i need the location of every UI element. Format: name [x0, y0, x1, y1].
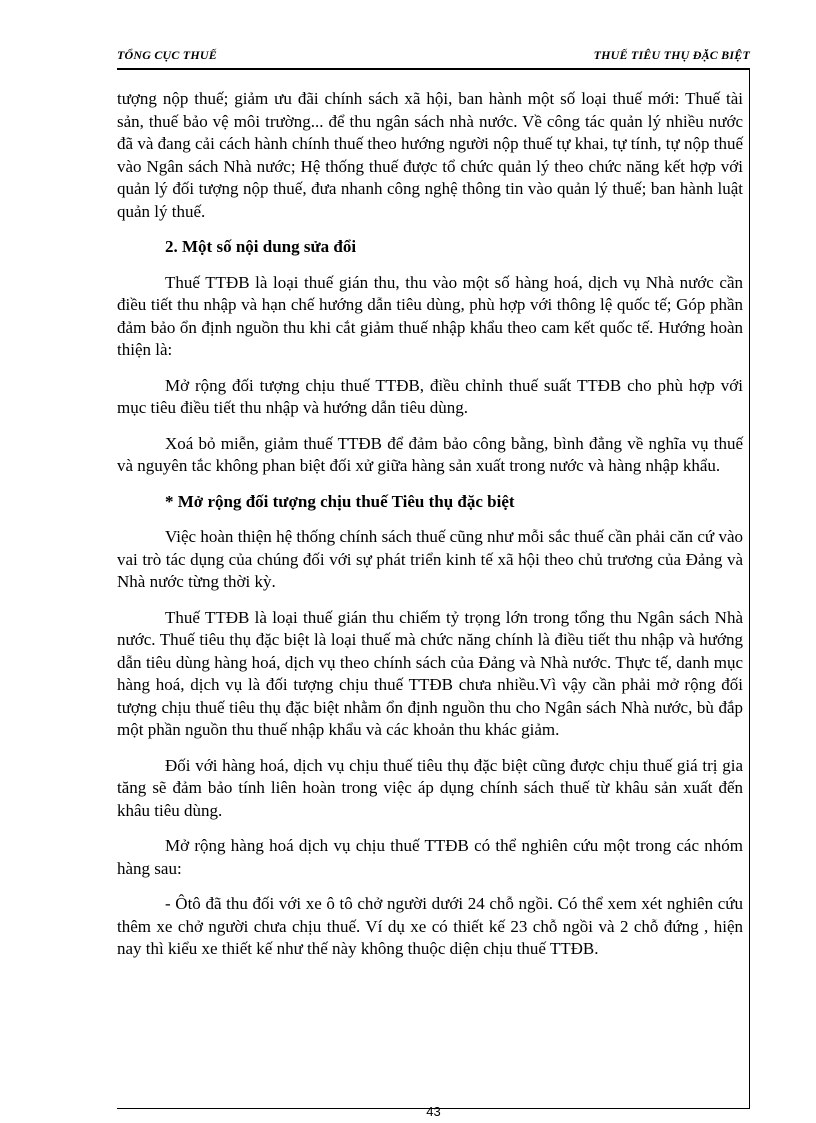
paragraph: Thuế TTĐB là loại thuế gián thu, thu vào một số hàng hoá, dịch vụ Nhà nước cần điều tiết thu nhập và hạn chế hướng dẫn tiêu dùng, phù hợp với thông lệ quốc tế; Góp phần đảm bảo ổn định nguồn thu khi cắt giảm thuế nhập khẩu theo cam kết quốc tế. Hướng hoàn thiện là: [117, 272, 743, 359]
paragraph: Việc hoàn thiện hệ thống chính sách thuế cũng như mỗi sắc thuế cần phải căn cứ vào vai trò tác dụng của chúng đối với sự phát triển kinh tế xã hội theo chủ trương của Đảng và Nhà nước từng thời kỳ. [117, 527, 743, 591]
list-item: - Ôtô đã thu đối với xe ô tô chở người dưới 24 chỗ ngồi. Có thể xem xét nghiên cứu thêm xe chở người chưa chịu thuế. Ví dụ xe có thiết kế 23 chỗ ngồi và 2 chỗ đứng , hiện nay thì kiểu xe thiết kế như thế này không thuộc diện chịu thuế TTĐB. [117, 894, 743, 958]
section-heading-2: 2. Một số nội dung sửa đổi [165, 237, 357, 256]
paragraph: Xoá bỏ miễn, giảm thuế TTĐB để đảm bảo công bằng, bình đẳng về nghĩa vụ thuế và nguyên tắc không phan biệt đối xử giữa hàng sản xuất trong nước và hàng nhập khẩu. [117, 433, 743, 475]
header-left-title: TỔNG CỤC THUẾ [117, 48, 217, 62]
document-body [117, 88, 743, 974]
paragraph: Mở rộng đối tượng chịu thuế TTĐB, điều chỉnh thuế suất TTĐB cho phù hợp với mục tiêu điều tiết thu nhập và hướng dẫn tiêu dùng. [117, 375, 743, 417]
page-header [117, 46, 750, 70]
paragraph: Thuế TTĐB là loại thuế gián thu chiếm tỷ trọng lớn trong tổng thu Ngân sách Nhà nước. Thuế tiêu thụ đặc biệt là loại thuế mà chức năng chính là điều tiết thu nhập và hướng dẫn tiêu dùng hàng hoá, dịch vụ theo chính sách của Đảng và Nhà nước. Thực tế, danh mục hàng hoá, dịch vụ là đối tượng chịu thuế TTĐB chưa nhiều.Vì vậy cần phải mở rộng đối tượng chịu thuế tiêu thụ đặc biệt nhằm ổn định nguồn thu cho Ngân sách Nhà nước, bù đắp một phần nguồn thu thuế nhập khẩu và các khoản thu khác giảm. [117, 607, 743, 739]
page-border-right [749, 70, 750, 1109]
page-number: 43 [426, 1104, 441, 1119]
paragraph: Mở rộng hàng hoá dịch vụ chịu thuế TTĐB có thể nghiên cứu một trong các nhóm hàng sau: [117, 836, 743, 878]
header-right-title: THUẾ TIÊU THỤ ĐẶC BIỆT [593, 48, 750, 62]
subsection-heading: * Mở rộng đối tượng chịu thuế Tiêu thụ đặc biệt [165, 491, 515, 511]
paragraph-continuation: tượng nộp thuế; giảm ưu đãi chính sách xã hội, ban hành một số loại thuế mới: Thuế tài sản, thuế bảo vệ môi trường... để thu ngân sách nhà nước. Về công tác quản lý nhiều nước đã và đang cải cách hành chính thuế theo hướng người nộp thuế tự khai, tự tính, tự nộp thuế vào Ngân sách Nhà nước; Hệ thống thuế được tổ chức quản lý theo chức năng kết hợp với quản lý đối tượng nộp thuế, đưa nhanh công nghệ thông tin vào quản lý thuế; ban hành luật quản lý thuế. [117, 89, 743, 221]
paragraph: Đối với hàng hoá, dịch vụ chịu thuế tiêu thụ đặc biệt cũng được chịu thuế giá trị gia tăng sẽ đảm bảo tính liên hoàn trong việc áp dụng chính sách thuế từ khâu sản xuất đến khâu tiêu dùng. [117, 755, 743, 820]
